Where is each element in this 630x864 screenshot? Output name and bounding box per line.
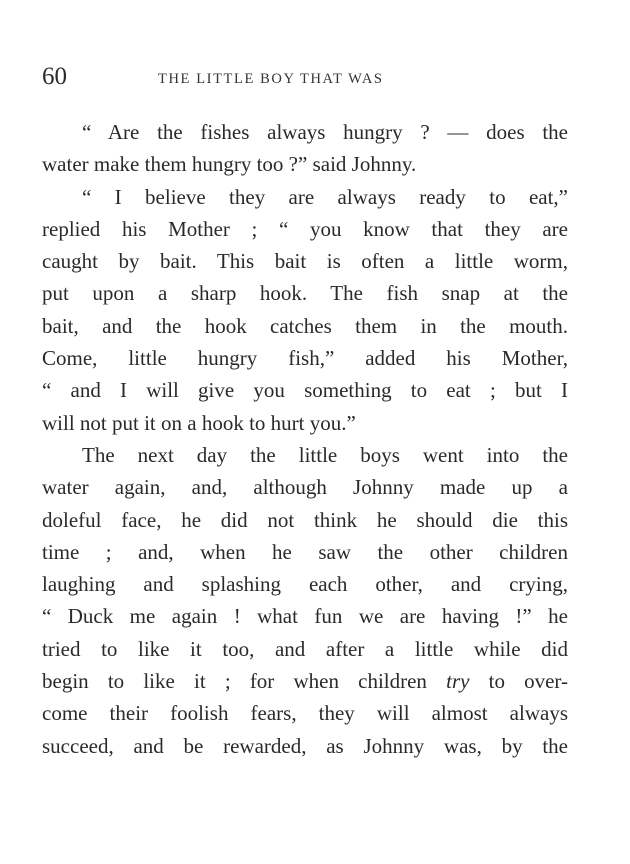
text-line: laughing and splashing each other, and crying, [42, 572, 568, 597]
text-line: “ Are the fishes always hungry ? — does the [82, 120, 568, 144]
text-line: come their foolish fears, they will almost always [42, 701, 568, 726]
running-title: THE LITTLE BOY THAT WAS [158, 71, 384, 87]
text-line: The next day the little boys went into the [82, 442, 568, 467]
page-number: 60 [42, 63, 67, 90]
text-line: tried to like it too, and after a little while did [42, 636, 568, 661]
text-line: will not put it on a hook to hurt you.” [42, 410, 356, 435]
text-line: doleful face, he did not think he should die this [42, 507, 568, 532]
text-line: water again, and, although Johnny made up a [42, 475, 568, 500]
text-line: caught by bait. This bait is often a little worm, [42, 249, 568, 274]
text-line: succeed, and be rewarded, as Johnny was, by the [42, 733, 568, 758]
text-line-with-italic [42, 665, 568, 697]
text-line: “ and I will give you something to eat ; but I [42, 378, 568, 403]
text-line: replied his Mother ; “ you know that they are [42, 216, 568, 241]
text-line: bait, and the hook catches them in the mouth. [42, 313, 568, 338]
italic-word: try [446, 669, 470, 694]
text-line: put upon a sharp hook. The fish snap at the [42, 281, 568, 306]
body-text [42, 116, 568, 762]
text-line: water make them hungry too ?” said Johnny. [42, 152, 417, 177]
text-line: Come, little hungry fish,” added his Mother, [42, 346, 568, 371]
text-segment: begin to like it ; for when children [42, 669, 447, 694]
text-line: “ I believe they are always ready to eat,” [82, 184, 568, 209]
text-line: “ Duck me again ! what fun we are having !” he [42, 604, 568, 629]
text-segment: to over- [469, 669, 568, 694]
text-line: time ; and, when he saw the other children [42, 539, 568, 564]
